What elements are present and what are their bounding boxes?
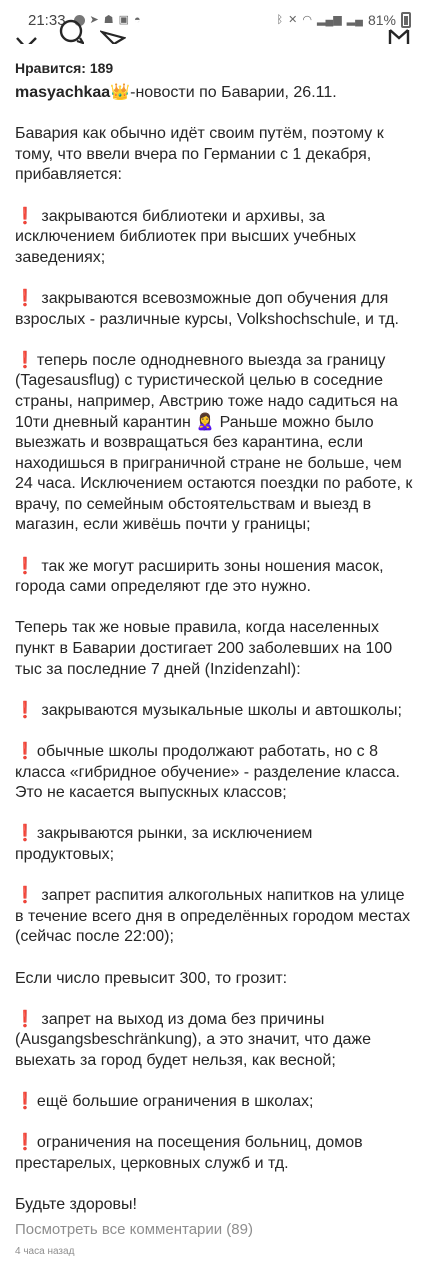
caption-paragraph: [15, 886, 413, 948]
exclamation-icon: ❗: [15, 557, 35, 575]
caption-paragraph: [15, 742, 413, 804]
bluetooth-icon: ᛒ: [276, 13, 284, 26]
share-icon[interactable]: [100, 18, 126, 44]
caption-paragraph: [15, 1195, 413, 1216]
caption-paragraph: [15, 289, 413, 330]
exclamation-icon: ❗: [15, 825, 35, 843]
paragraph-text: закрываются всевозможные доп обучения для взрослых - различные курсы, Volkshochschule, и тд.: [15, 289, 399, 328]
paragraph-text: запрет распития алкогольных напитков на улице в течение всего дня в определённых городом местах (сейчас после 22:00);: [15, 887, 411, 946]
caption-paragraph: [15, 701, 413, 722]
view-all-comments-link[interactable]: Посмотреть все комментарии (89): [15, 1220, 253, 1238]
exclamation-icon: ❗: [15, 743, 35, 760]
exclamation-icon: ❗: [15, 1010, 35, 1028]
caption-paragraphs: [15, 124, 413, 1215]
signal-icon: ▂▄▆: [316, 13, 342, 26]
caption-paragraph: [15, 1092, 413, 1113]
exclamation-icon: ❗: [15, 207, 35, 225]
crown-emoji: 👑: [110, 84, 131, 101]
paragraph-text: Будьте здоровы!: [15, 1196, 137, 1214]
caption-paragraph: [15, 618, 413, 680]
post-timestamp: 4 часа назад: [15, 1245, 75, 1257]
battery-percent: 81%: [367, 12, 396, 28]
gallery-icon: ▣: [118, 13, 130, 26]
exclamation-icon: ❗: [15, 1134, 35, 1152]
wifi-icon: ◠: [302, 13, 312, 26]
paragraph-text: Бавария как обычно идёт своим путём, поэтому к тому, что ввели вчера по Германии с 1 декабря, прибавляется:: [15, 125, 384, 184]
caption-paragraph: [15, 824, 413, 865]
headline-text: -новости по Баварии, 26.11.: [130, 84, 337, 101]
caption-paragraph: [15, 207, 413, 269]
paragraph-text: Если число превысит 300, то грозит:: [15, 969, 288, 987]
paragraph-text: ещё большие ограничения в школах;: [36, 1093, 314, 1111]
status-time: 21:33: [28, 11, 66, 29]
comment-icon[interactable]: [58, 18, 84, 44]
caption-paragraph: [15, 1133, 413, 1174]
paragraph-text: ограничения на посещения больниц, домов престарелых, церковных служб и тд.: [15, 1134, 363, 1172]
likes-count[interactable]: Нравится: 189: [15, 60, 114, 76]
paragraph-text: теперь после однодневного выезда за границу (Tagesausflug) с туристической целью в соседние страны, например, Австрию тоже надо садиться на 10ти дневный карантин 🙎‍♀️ Раньше можно было выезжать и возвращаться без карантина, если находишься в приграничной стране не больше, чем 24 часа. Исключением остаются поездки по работе, к врачу, по семейным обстоятельствам и выезд в магазин, если живёшь почти у границы;: [15, 351, 413, 534]
post-action-row: [0, 18, 425, 46]
post-caption: [15, 58, 413, 1257]
username-link[interactable]: masyachkaa: [15, 84, 111, 101]
caption-paragraph: [15, 1010, 413, 1072]
paragraph-text: Теперь так же новые правила, когда населенных пункт в Баварии достигает 200 заболевших на 100 тыс за последние 7 дней (Inzidenzahl):: [15, 619, 393, 678]
exclamation-icon: ❗: [15, 1093, 35, 1111]
exclamation-icon: ❗: [15, 887, 35, 905]
caption-paragraph: [15, 124, 413, 186]
mute-icon: ✕: [288, 13, 298, 26]
exclamation-icon: ❗: [15, 701, 35, 719]
paragraph-text: обычные школы продолжают работать, но с 8 класса «гибридное обучение» - разделение класса. Это не касается выпускных классов;: [15, 743, 400, 802]
vpn-icon: ☗: [103, 13, 114, 26]
heart-icon[interactable]: [14, 18, 40, 44]
paragraph-text: так же могут расширить зоны ношения масок, города сами определяют где это нужно.: [15, 557, 384, 596]
paragraph-text: закрываются библиотеки и архивы, за исключением библиотек при высших учебных заведениях;: [15, 207, 357, 266]
bookmark-icon[interactable]: [386, 18, 412, 44]
paragraph-text: закрываются рынки, за исключением продуктовых;: [15, 825, 313, 863]
spacer: [15, 104, 413, 125]
caption-paragraph: [15, 351, 413, 536]
caption-paragraph: [15, 969, 413, 990]
caption-headline: [15, 83, 413, 104]
telegram-icon: ➤: [89, 13, 99, 26]
exclamation-icon: ❗: [15, 289, 35, 307]
paragraph-text: закрываются музыкальные школы и автошколы;: [36, 701, 402, 719]
signal-2-icon: ▂▄: [346, 13, 363, 26]
exclamation-icon: ❗: [15, 351, 35, 369]
paragraph-text: запрет на выход из дома без причины (Ausgangsbeschränkung), а это значит, что даже выехать за город будет нельзя, как весной;: [15, 1010, 371, 1069]
incognito-icon: ◓: [134, 13, 141, 26]
caption-paragraph: [15, 557, 413, 598]
